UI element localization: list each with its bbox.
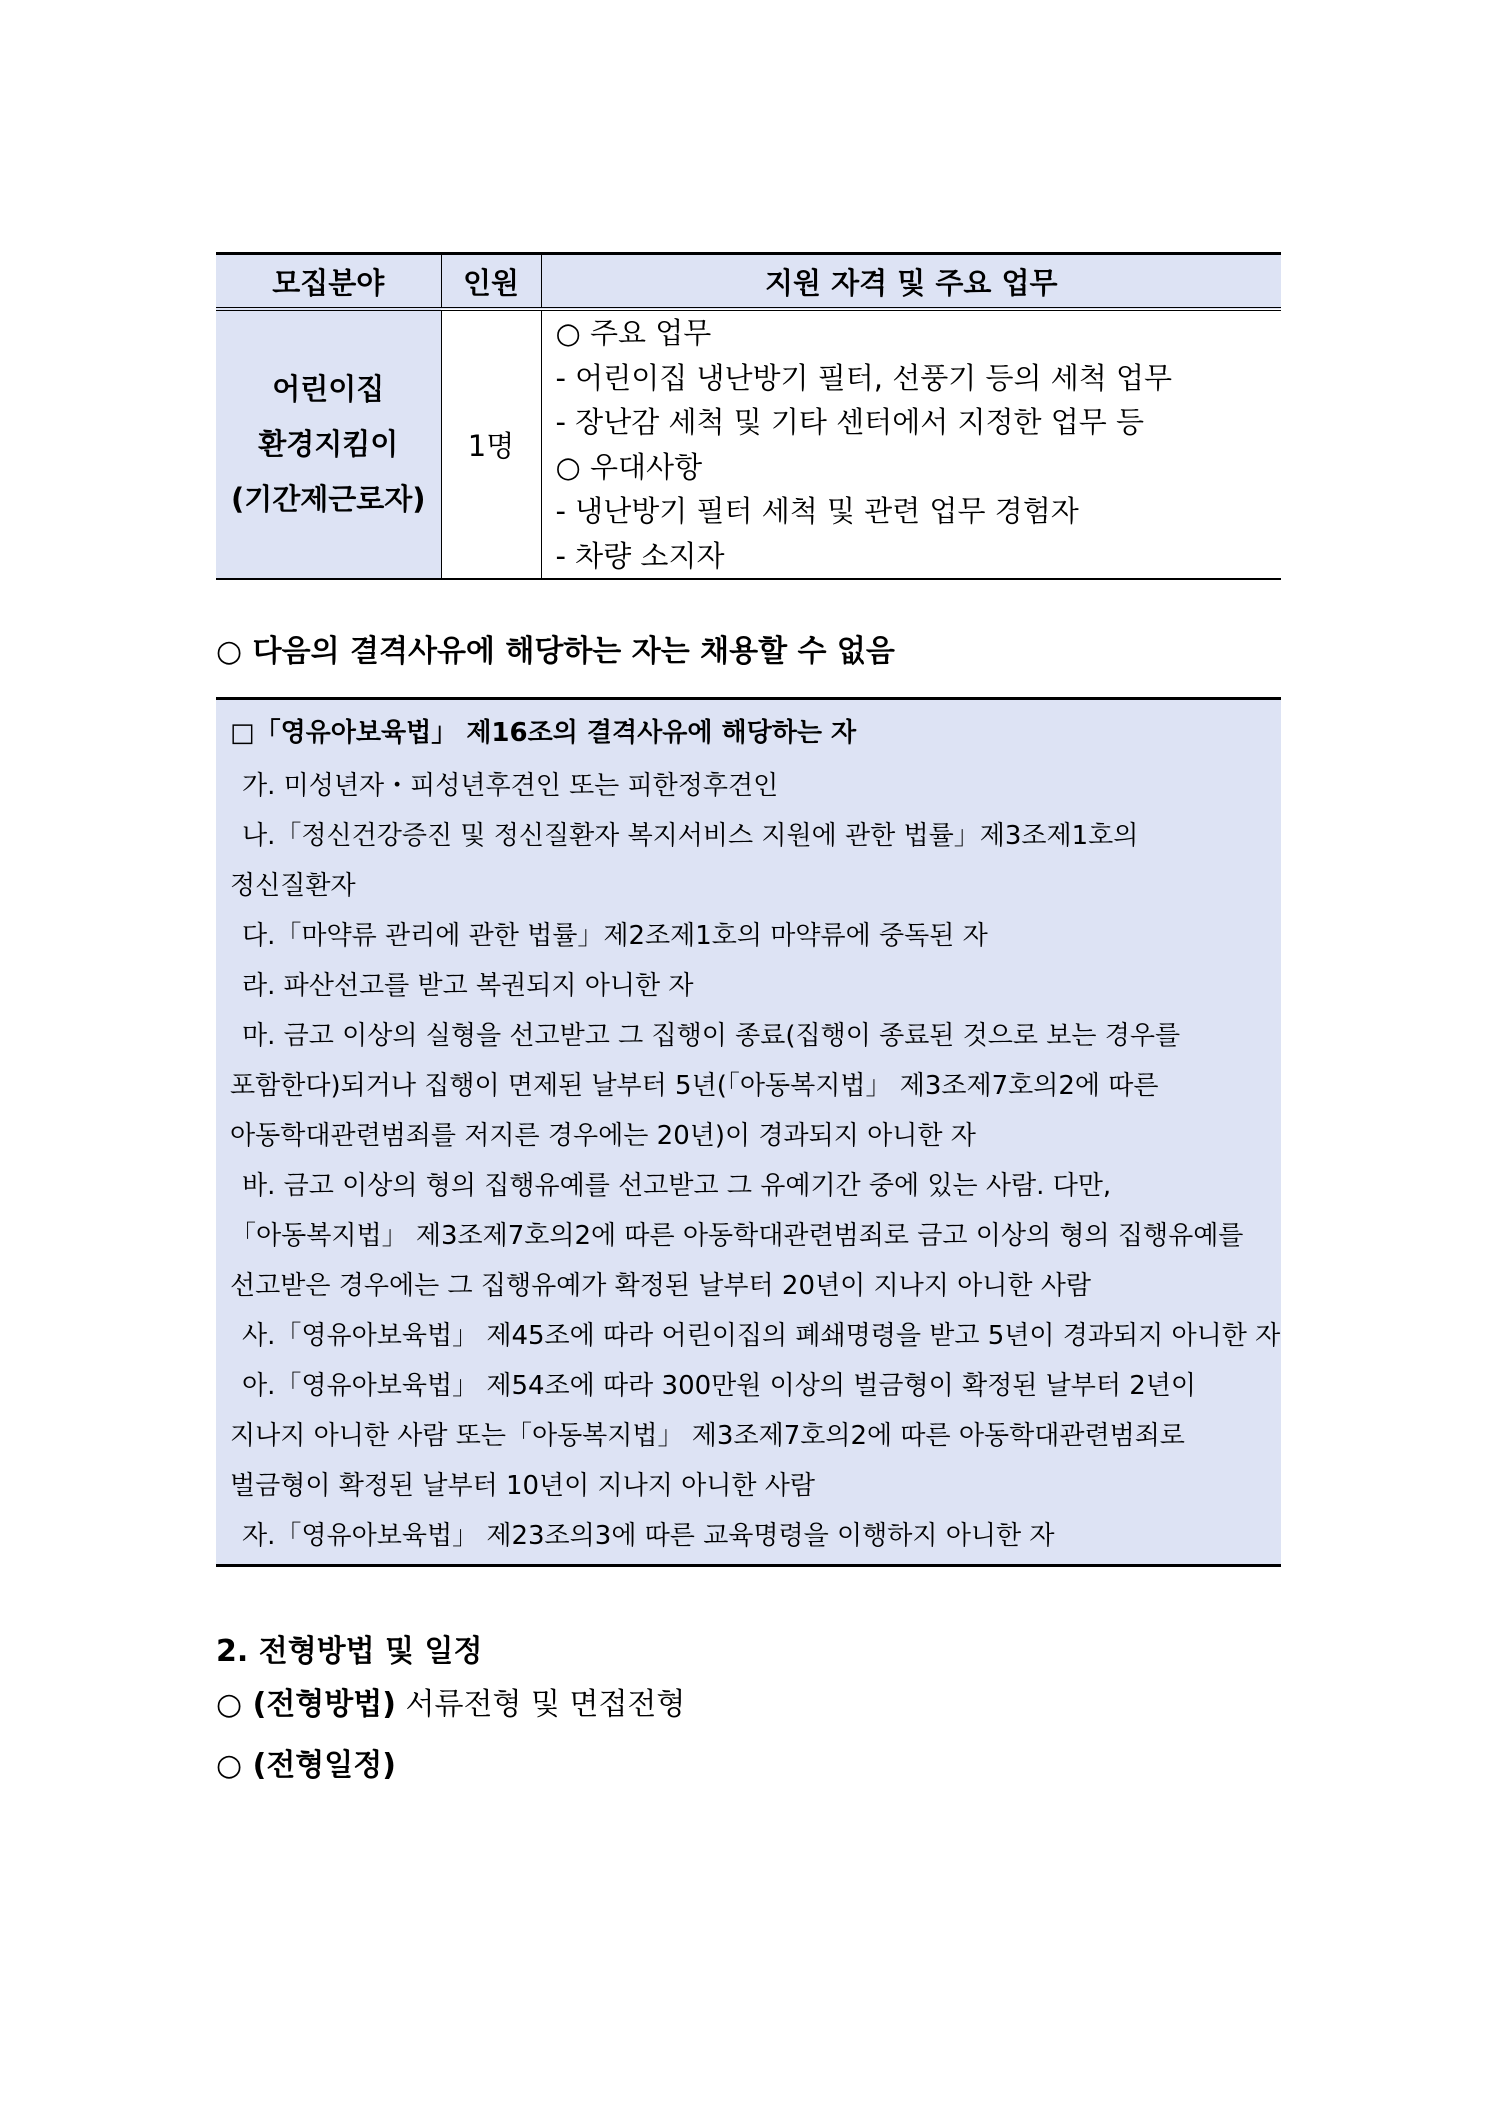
field-line: 어린이집: [272, 372, 385, 406]
disqualification-title: □「영유아보육법」 제16조의 결격사유에 해당하는 자: [230, 718, 857, 748]
disqualification-line: 아동학대관련범죄를 저지른 경우에는 20년)이 경과되지 아니한 자: [230, 1121, 976, 1151]
disqualification-line: 포함한다)되거나 집행이 면제된 날부터 5년(「아동복지법」 제3조제7호의2에 따른: [230, 1071, 1159, 1101]
field-line: 환경지킴이: [258, 427, 399, 461]
disqualification-line: 나.「정신건강증진 및 정신질환자 복지서비스 지원에 관한 법률」제3조제1호의: [242, 821, 1139, 851]
disqualification-line: 바. 금고 이상의 형의 집행유예를 선고받고 그 유예기간 중에 있는 사람. 다만,: [242, 1171, 1112, 1201]
recruitment-table: [216, 252, 1281, 580]
field-cell: [216, 309, 441, 579]
method-value: 서류전형 및 면접전형: [395, 1687, 686, 1722]
schedule-line: [216, 1740, 396, 1784]
section2-title: 2. 전형방법 및 일정: [216, 1634, 483, 1669]
method-label: ○ (전형방법): [216, 1687, 396, 1722]
disqualification-line: 지나지 아니한 사람 또는「아동복지법」 제3조제7호의2에 따른 아동학대관련범죄로: [230, 1421, 1185, 1451]
disqualification-line: 자.「영유아보육법」 제23조의3에 따른 교육명령을 이행하지 아니한 자: [242, 1521, 1055, 1551]
disqualification-list: [230, 761, 1280, 1561]
disqualification-line: 아.「영유아보육법」 제54조에 따라 300만원 이상의 벌금형이 확정된 날부터 2년이: [242, 1371, 1196, 1401]
disqualification-line: 가. 미성년자・피성년후견인 또는 피한정후견인: [242, 771, 779, 801]
field-line: (기간제근로자): [230, 482, 426, 516]
header-count: 인원: [441, 254, 541, 310]
duty-line: - 장난감 세척 및 기타 센터에서 지정한 업무 등: [555, 405, 1144, 439]
duty-line: ○ 우대사항: [555, 449, 703, 484]
count-cell: 1명: [441, 309, 541, 579]
duties-cell: [541, 309, 1281, 579]
disqualification-line: 선고받은 경우에는 그 집행유예가 확정된 날부터 20년이 지나지 아니한 사람: [230, 1271, 1091, 1301]
disqualification-line: 사.「영유아보육법」 제45조에 따라 어린이집의 폐쇄명령을 받고 5년이 경과되지 아니한 자: [242, 1321, 1281, 1351]
table-header-row: [216, 254, 1281, 310]
duty-line: - 차량 소지자: [555, 538, 725, 573]
schedule-label: ○ (전형일정): [216, 1748, 396, 1783]
disqualification-line: 마. 금고 이상의 실형을 선고받고 그 집행이 종료(집행이 종료된 것으로 보는 경우를: [242, 1021, 1181, 1051]
duty-line: ○ 주요 업무: [555, 316, 712, 350]
duty-line: - 냉난방기 필터 세척 및 관련 업무 경험자: [555, 494, 1079, 528]
header-field: 모집분야: [216, 254, 441, 310]
disqualification-line: 정신질환자: [230, 871, 356, 901]
disqualification-heading: ○ 다음의 결격사유에 해당하는 자는 채용할 수 없음: [216, 634, 895, 669]
disqualification-line: 벌금형이 확정된 날부터 10년이 지나지 아니한 사람: [230, 1471, 815, 1501]
duty-line: - 어린이집 냉난방기 필터, 선풍기 등의 세척 업무: [555, 360, 1172, 395]
disqualification-line: 「아동복지법」 제3조제7호의2에 따른 아동학대관련범죄로 금고 이상의 형의 집행유예를: [230, 1221, 1244, 1251]
method-line: [216, 1679, 685, 1723]
disqualification-box: [216, 697, 1281, 1567]
table-row: [216, 309, 1281, 579]
disqualification-line: 다.「마약류 관리에 관한 법률」제2조제1호의 마약류에 중독된 자: [242, 921, 988, 951]
disqualification-line: 라. 파산선고를 받고 복권되지 아니한 자: [242, 971, 694, 1001]
header-duties: 지원 자격 및 주요 업무: [541, 254, 1281, 310]
